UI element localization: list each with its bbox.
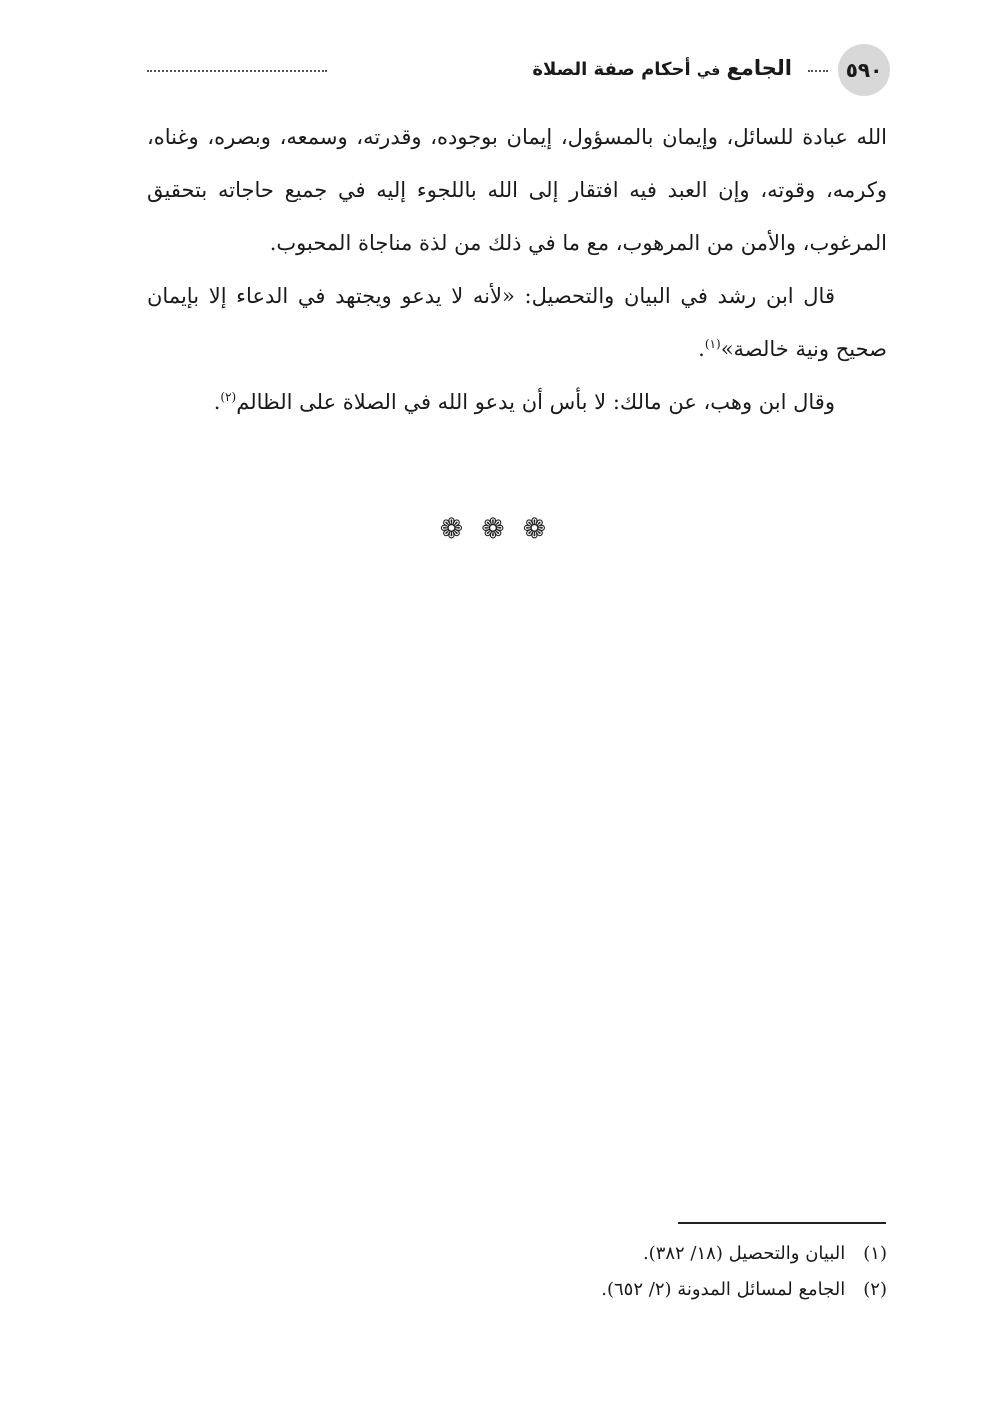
book-title (524, 56, 800, 80)
header-dots-left (147, 70, 327, 72)
paragraph-2-text: قال ابن رشد في البيان والتحصيل: «لأنه لا يدعو ويجتهد في الدعاء إلا بإيمان صحيح ونية خالصة» (147, 284, 887, 361)
paragraph-2 (147, 270, 887, 376)
header-dots-right (808, 70, 828, 72)
main-text (147, 111, 887, 429)
footnote-2-text: الجامع لمسائل المدونة (٢/ ٦٥٢). (601, 1279, 846, 1300)
book-title-main: الجامع (726, 56, 792, 80)
book-title-rest: أحكام صفة الصلاة (532, 59, 691, 80)
footnote-1-marker: (١) (863, 1243, 887, 1264)
paragraph-3-text: وقال ابن وهب، عن مالك: لا بأس أن يدعو الله في الصلاة على الظالم (236, 390, 835, 414)
paragraph-3 (147, 376, 887, 429)
footnote-ref-2[interactable]: (٢) (220, 390, 237, 404)
book-title-preposition: في (696, 63, 721, 79)
paragraph-1: الله عبادة للسائل، وإيمان بالمسؤول، إيمان بوجوده، وقدرته، وسمعه، وبصره، وغناه، وكرمه، وقوته، وإن العبد فيه افتقار إلى الله باللجوء إليه في جميع حاجاته بتحقيق المرغوب، والأمن من المرهوب، مع ما في ذلك من لذة مناجاة المحبوب. (147, 125, 887, 255)
footnote-1 (147, 1236, 887, 1272)
footnote-2-marker: (٢) (863, 1279, 887, 1300)
footnote-separator (678, 1222, 886, 1224)
footnote-1-text: البيان والتحصيل (١٨/ ٣٨٢). (642, 1243, 846, 1264)
page-number-badge (838, 44, 890, 96)
page-number: ٥٩٠ (845, 58, 883, 82)
paragraph-3-end: . (213, 390, 221, 414)
page-header (147, 44, 890, 96)
footnote-ref-1[interactable]: (١) (704, 337, 721, 351)
section-divider-ornaments: ❁❁❁ (439, 512, 565, 545)
paragraph-2-end: . (698, 337, 705, 361)
footnote-2 (147, 1272, 887, 1308)
footnotes (147, 1236, 887, 1308)
